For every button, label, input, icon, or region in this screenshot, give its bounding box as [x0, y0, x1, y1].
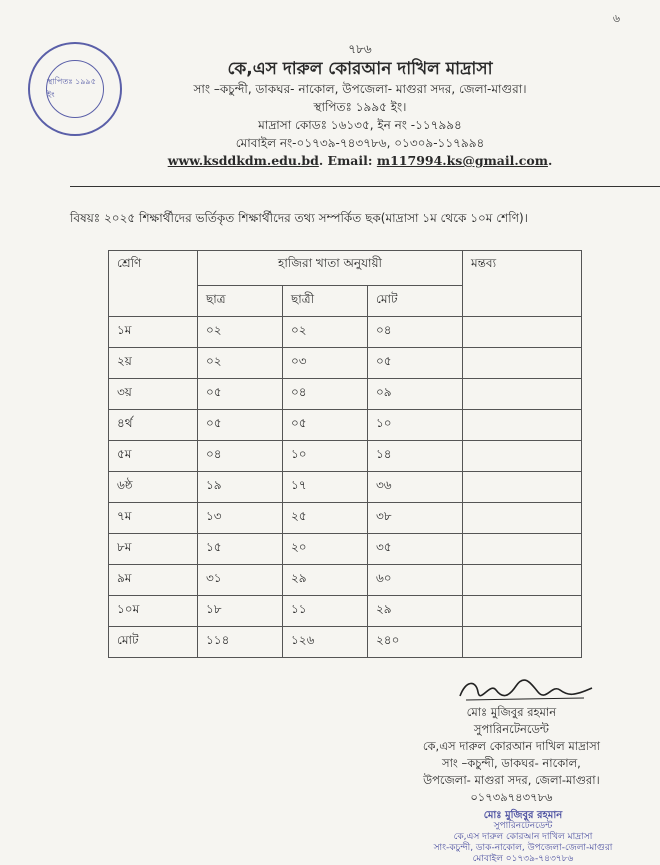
cell-remarks [463, 565, 582, 596]
cell-girls: ২৫ [283, 503, 368, 534]
official-stamp [428, 810, 618, 865]
cell-girls: ০৫ [283, 410, 368, 441]
cell-class: ৮ম [109, 534, 198, 565]
cell-boys: ০৫ [198, 379, 283, 410]
cell-girls: ২৯ [283, 565, 368, 596]
cell-class: ১ম [109, 317, 198, 348]
header-remarks: মন্তব্য [463, 251, 582, 317]
circular-seal-icon [28, 42, 122, 136]
stamp-institution: কে,এস দারুল কোরআন দাখিল মাদ্রাসা [453, 832, 593, 842]
signatory-block [423, 704, 600, 806]
table-row [109, 441, 582, 472]
cell-total: ৩৫ [368, 534, 463, 565]
table-row [109, 317, 582, 348]
cell-girls: ০৩ [283, 348, 368, 379]
header-contact [130, 152, 590, 170]
subject-line: বিষয়ঃ ২০২৫ শিক্ষার্থীদের ভর্তিকৃত শিক্ষার্থীদের তথ্য সম্পর্কিত ছক(মাদ্রাসা ১ম থেকে ১০ম শেণি)। [70, 211, 528, 225]
email-label: . Email: [318, 153, 377, 168]
cell-girls: ১০ [283, 441, 368, 472]
stamp-mobile: মোবাইল ০১৭৩৯-৭৪৩৭৮৬ [472, 854, 574, 864]
cell-girls: ১১ [283, 596, 368, 627]
cell-class: ৭ম [109, 503, 198, 534]
student-count-table [108, 250, 582, 658]
cell-remarks [463, 379, 582, 410]
cell-total: ১০ [368, 410, 463, 441]
header-divider [70, 186, 660, 187]
cell-class: ৬ষ্ঠ [109, 472, 198, 503]
header-address: সাং –কচুন্দী, ডাকঘর- নাকোল, উপজেলা- মাগুরা সদর, জেলা-মাগুরা। [193, 82, 527, 96]
cell-boys: ১১৪ [198, 627, 283, 658]
seal-established-text: স্থাপিতঃ ১৯৯৫ ইং [47, 77, 96, 99]
signatory-name: মোঃ মুজিবুর রহমান [466, 705, 557, 719]
cell-remarks [463, 472, 582, 503]
handwritten-signature-icon [456, 678, 596, 704]
header-established: স্থাপিতঃ ১৯৯৫ ইং। [313, 100, 407, 114]
cell-boys: ০৫ [198, 410, 283, 441]
cell-boys: ১৫ [198, 534, 283, 565]
stamp-address: সাং-কচুন্দী, ডাক-নাকোল, উপজেলা-জেলা-মাগুরা [433, 843, 613, 853]
cell-total: ৩৮ [368, 503, 463, 534]
header-mobile: মোবাইল নং-০১৭৩৯-৭৪৩৭৮৬, ০১৩০৯-১১৭৯৯৪ [235, 136, 485, 150]
signatory-institution: কে,এস দারুল কোরআন দাখিল মাদ্রাসা [422, 739, 600, 753]
cell-remarks [463, 503, 582, 534]
cell-class: মোট [109, 627, 198, 658]
cell-remarks [463, 596, 582, 627]
table-row [109, 565, 582, 596]
table-row [109, 627, 582, 658]
cell-total: ২৪০ [368, 627, 463, 658]
cell-girls: ০২ [283, 317, 368, 348]
cell-total: ০৯ [368, 379, 463, 410]
cell-remarks [463, 410, 582, 441]
table-row [109, 503, 582, 534]
header-codes: মাদ্রাসা কোডঃ ১৬১৩৫, ইন নং -১১৭৯৯৪ [258, 118, 462, 132]
cell-total: ০৪ [368, 317, 463, 348]
page-number: ৬ [612, 12, 620, 25]
signatory-address-1: সাং –কচুন্দী, ডাকঘর- নাকোল, [441, 756, 581, 770]
cell-boys: ১৩ [198, 503, 283, 534]
cell-total: ১৪ [368, 441, 463, 472]
cell-boys: ০২ [198, 348, 283, 379]
cell-girls: ১২৬ [283, 627, 368, 658]
header-class: শ্রেণি [109, 251, 198, 317]
subheader-total: মোট [368, 286, 463, 317]
cell-girls: ২০ [283, 534, 368, 565]
institution-title: কে,এস দারুল কোরআন দাখিল মাদ্রাসা [227, 59, 493, 79]
cell-girls: ১৭ [283, 472, 368, 503]
table-row [109, 472, 582, 503]
cell-remarks [463, 348, 582, 379]
email-link[interactable]: m117994.ks@gmail.com [376, 153, 548, 168]
cell-remarks [463, 627, 582, 658]
cell-remarks [463, 317, 582, 348]
cell-class: ৪র্থ [109, 410, 198, 441]
signatory-phone: ০১৭৩৯৭৪৩৭৮৬ [470, 790, 553, 804]
cell-remarks [463, 441, 582, 472]
cell-boys: ৩১ [198, 565, 283, 596]
table-header-row [109, 251, 582, 286]
subheader-girls: ছাত্রী [283, 286, 368, 317]
cell-remarks [463, 534, 582, 565]
signatory-address-2: উপজেলা- মাগুরা সদর, জেলা-মাগুরা। [423, 773, 600, 787]
cell-class: ৫ম [109, 441, 198, 472]
cell-total: ৩৬ [368, 472, 463, 503]
cell-boys: ০৪ [198, 441, 283, 472]
subheader-boys: ছাত্র [198, 286, 283, 317]
cell-girls: ০৪ [283, 379, 368, 410]
cell-class: ২য় [109, 348, 198, 379]
cell-boys: ১৮ [198, 596, 283, 627]
signatory-designation: সুপারিনটেনডেন্ট [473, 722, 549, 736]
table-row [109, 410, 582, 441]
cell-total: ০৫ [368, 348, 463, 379]
table-row [109, 348, 582, 379]
header-code: ৭৮৬ [348, 42, 372, 56]
cell-class: ৯ম [109, 565, 198, 596]
letterhead [130, 40, 590, 170]
cell-boys: ০২ [198, 317, 283, 348]
cell-total: ২৯ [368, 596, 463, 627]
website-link[interactable]: www.ksddkdm.edu.bd [167, 153, 319, 168]
cell-class: ১০ম [109, 596, 198, 627]
table-row [109, 379, 582, 410]
stamp-designation: সুপারিনটেনডেন্ট [493, 821, 553, 831]
cell-total: ৬০ [368, 565, 463, 596]
header-end-dot: . [547, 153, 553, 168]
cell-class: ৩য় [109, 379, 198, 410]
stamp-name: মোঃ মুজিবুর রহমান [483, 810, 563, 821]
header-attendance-group: হাজিরা খাতা অনুযায়ী [198, 251, 463, 286]
table-row [109, 596, 582, 627]
table-row [109, 534, 582, 565]
cell-boys: ১৯ [198, 472, 283, 503]
